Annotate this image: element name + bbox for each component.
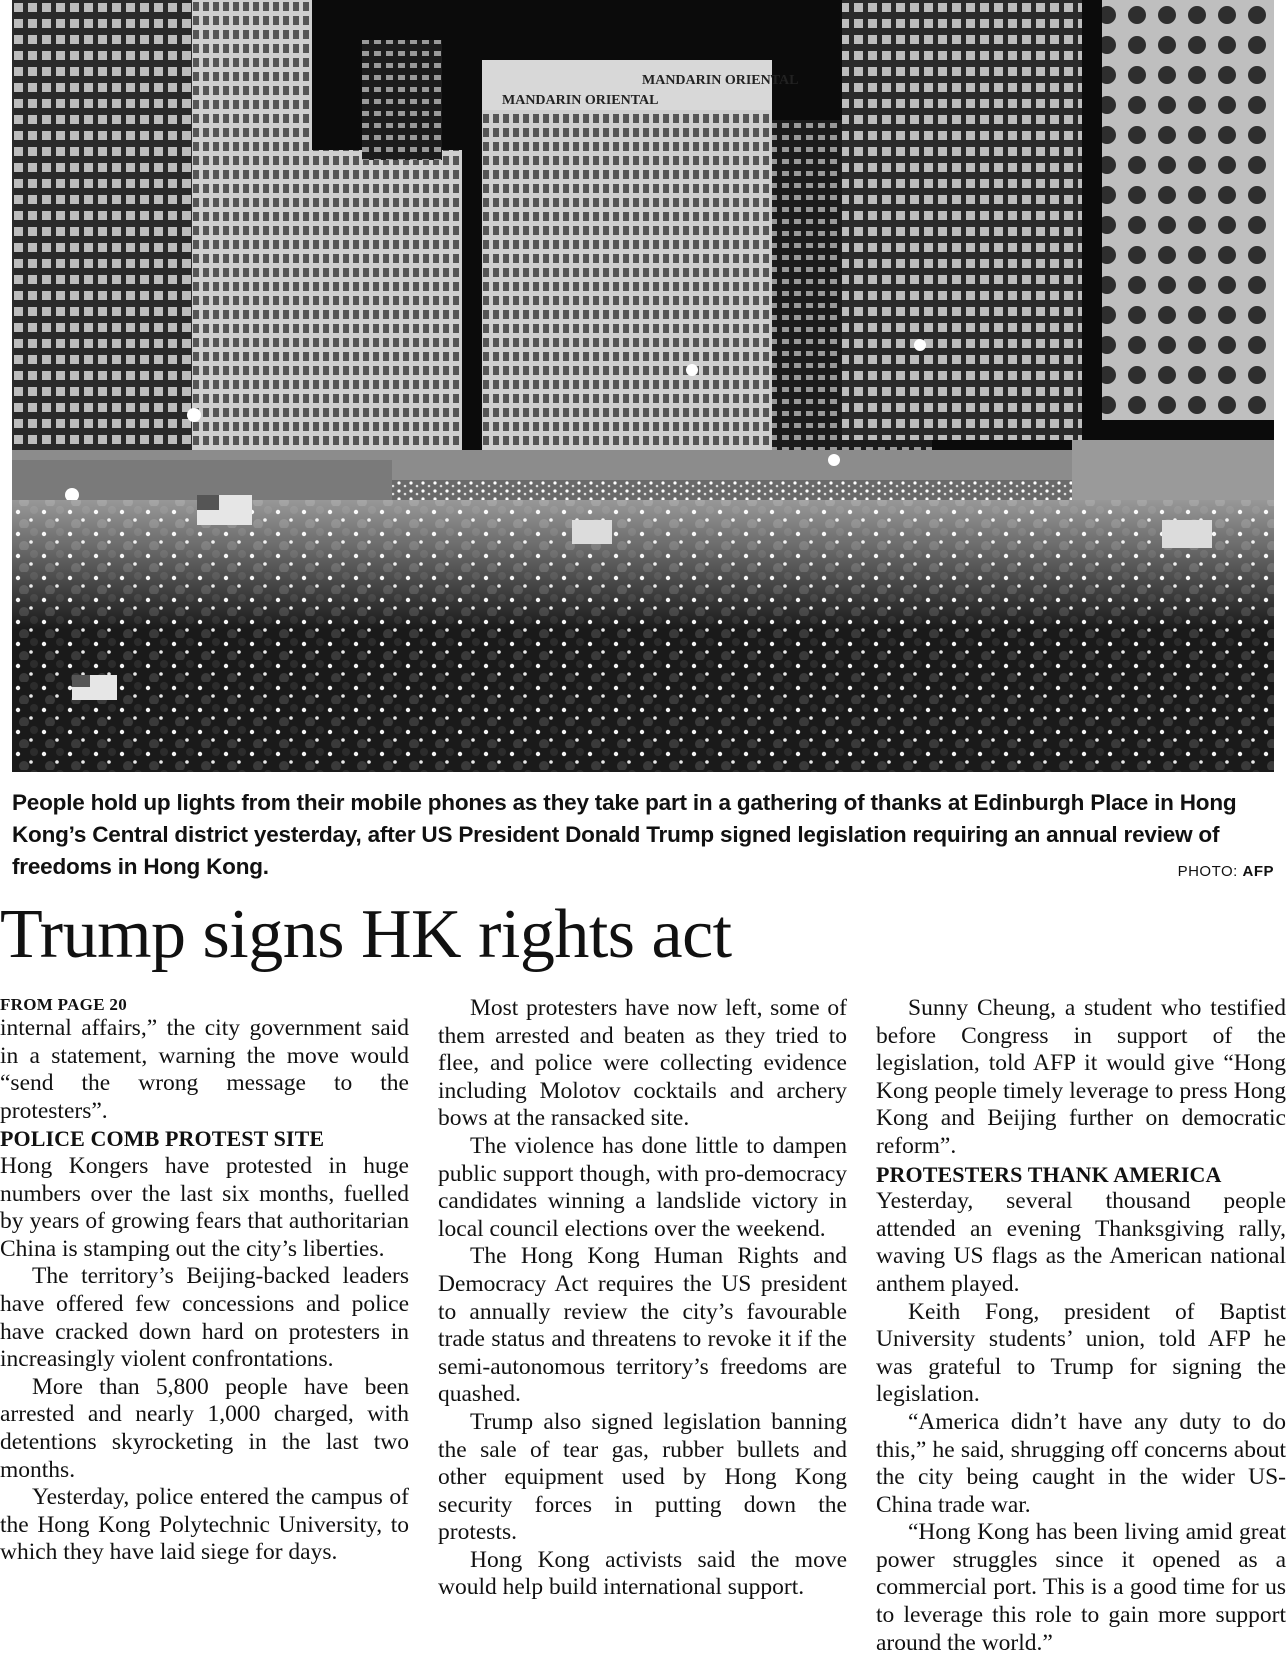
article-column-1 [0, 995, 409, 1567]
news-photo [12, 0, 1274, 772]
mid-building [302, 150, 462, 470]
headline: Trump signs HK rights act [0, 896, 732, 973]
paragraph: Yesterday, police entered the campus of the Hong Kong Polytechnic University, to which they have laid siege for days. [0, 1484, 409, 1566]
paragraph: The Hong Kong Human Rights and Democracy Act requires the US president to annually review the city’s favourable trade status and threatens to revoke it if the semi-autonomous territory’s freedoms are quashed. [438, 1243, 847, 1408]
paragraph: Sunny Cheung, a student who testified before Congress in support of the legislation, told AFP it would give “Hong Kong people timely leverage to press Hong Kong and Beijing further on democratic reform”. [876, 995, 1286, 1159]
credit-label: PHOTO: [1177, 863, 1238, 880]
photo-credit [1178, 863, 1274, 880]
paragraph: Most protesters have now left, some of them arrested and beaten as they tried to flee, and police were collecting evidence including Molotov cocktails and archery bows at the ransacked site. [438, 995, 847, 1132]
paragraph: internal affairs,” the city government said in a statement, warning the move would “send the wrong message to the protesters”. [0, 1015, 409, 1124]
continued-from-label: FROM PAGE 20 [0, 995, 127, 1014]
paragraph: The territory’s Beijing-backed leaders have offered few concessions and police have cracked down hard on protesters in increasingly violent confrontations. [0, 1263, 409, 1373]
article-column-3 [876, 995, 1286, 1657]
left-tower [12, 0, 192, 470]
paragraph: “America didn’t have any duty to do this,” he said, shrugging off concerns about the city being caught in the wider US-China trade war. [876, 1408, 1286, 1518]
back-tower [362, 40, 442, 160]
subheading: PROTESTERS THANK AMERICA [876, 1161, 1222, 1187]
paragraph: Keith Fong, president of Baptist University students’ union, told AFP he was grateful to Trump for signing the legislation. [876, 1298, 1286, 1408]
subheading: POLICE COMB PROTEST SITE [0, 1126, 325, 1152]
tall-tower [192, 0, 312, 470]
paragraph: Hong Kong activists said the move would help build international support. [438, 1546, 847, 1601]
paragraph: Hong Kongers have protested in huge numbers over the last six months, fuelled by years of growing fears that authoritarian China is stamping out the city’s liberties. [0, 1152, 409, 1262]
paragraph: The violence has done little to dampen public support though, with pro-democracy candidates winning a landslide victory in local council elections over the weekend. [438, 1132, 847, 1242]
paragraph: More than 5,800 people have been arrested and nearly 1,000 charged, with detentions skyrocketing in the last two months. [0, 1373, 409, 1483]
night-rally-photo [12, 0, 1274, 772]
paragraph: Yesterday, several thousand people attended an evening Thanksgiving rally, waving US flags as the American national anthem played. [876, 1188, 1286, 1297]
hotel-sign-right: MANDARIN ORIENTAL [642, 73, 799, 88]
mandarin-oriental-building [482, 60, 772, 460]
right-tower [842, 0, 1082, 440]
paragraph: “Hong Kong has been living amid great power struggles since it opened as a commercial port. This is a good time for us to leverage this role to gain more support around the world.” [876, 1519, 1286, 1656]
credit-source: AFP [1242, 863, 1274, 880]
photo-caption: People hold up lights from their mobile phones as they take part in a gathering of thanks at Edinburgh Place in Hong Kong’s Central district yesterday, after US President Donald Trump signed legislation requiring an annual review of freedoms in Hong Kong. [12, 790, 1237, 879]
hotel-sign-left: MANDARIN ORIENTAL [502, 93, 659, 108]
paragraph: Trump also signed legislation banning the sale of tear gas, rubber bullets and other equipment used by Hong Kong security forces in putting down the protests. [438, 1408, 847, 1546]
article-column-2 [438, 995, 847, 1602]
jardine-house [1102, 0, 1274, 420]
